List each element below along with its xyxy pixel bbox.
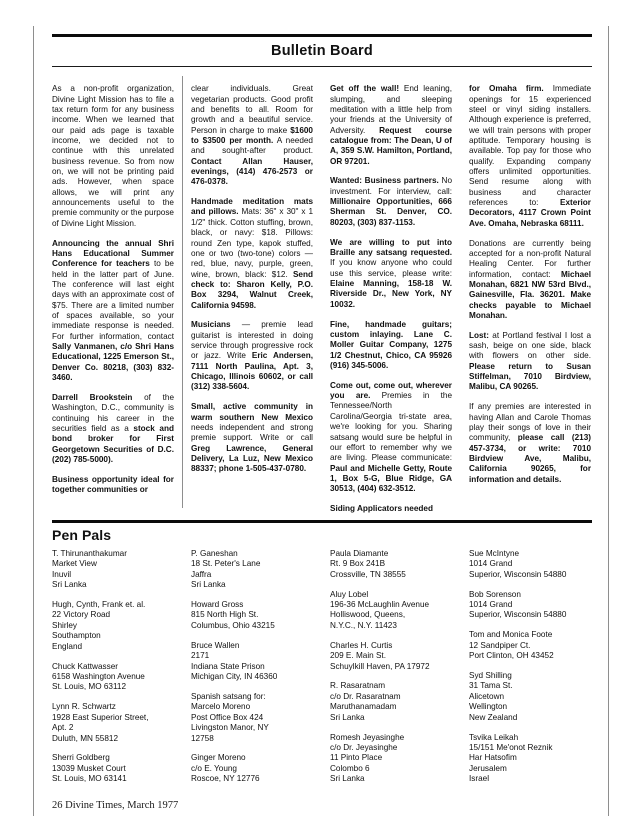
penpal-paula-diamante <box>330 549 452 580</box>
penpal-rasaratnam <box>330 681 452 723</box>
penpal-line: Shirley <box>52 620 78 630</box>
penpal-line: P. Ganeshan <box>191 548 238 558</box>
penpal-line: Alicetown <box>469 691 505 701</box>
penpal-line: Port Clinton, OH 43452 <box>469 651 554 661</box>
penpal-line: Maruthanamadam <box>330 702 397 712</box>
penpal-line: Schuylkill Haven, PA 17972 <box>330 661 430 671</box>
penpal-line: Chuck Kattwasser <box>52 661 118 671</box>
penpals-column-3 <box>330 549 452 794</box>
penpal-bruce-wallen <box>191 641 313 683</box>
masthead-bottom-rule <box>52 66 592 67</box>
penpal-line: Sri Lanka <box>330 774 365 784</box>
penpal-howard-gross <box>191 600 313 631</box>
penpals-column-4 <box>469 549 591 794</box>
penpal-line: c/o Dr. Jeyasinghe <box>330 743 398 752</box>
penpal-syd-shilling <box>469 671 591 723</box>
classifieds-column-4 <box>469 76 591 514</box>
penpal-line: Duluth, MN 55812 <box>52 733 118 743</box>
penpal-line: Livingston Manor, NY <box>191 723 269 733</box>
penpal-aluy-lobel <box>330 590 452 632</box>
penpal-lynn-schwartz <box>52 702 174 744</box>
penpal-line: Aluy Lobel <box>330 589 369 599</box>
penpal-line: Holliswood, Queens, <box>330 610 406 620</box>
penpal-line: Post Office Box 424 <box>191 712 264 722</box>
ad-braille-satsang: We are willing to put into Braille any satsang requested. If you know anyone who could use this service, please write: Elaine Manning, 158-18 W. Riverside Dr., New York, NY 10032. <box>330 237 452 309</box>
penpal-line: Superior, Wisconsin 54880 <box>469 610 567 620</box>
penpal-line: Inuvil <box>52 569 72 579</box>
penpal-line: Jerusalem <box>469 763 507 773</box>
penpal-line: Spanish satsang for: <box>191 691 266 701</box>
classifieds-column-1 <box>52 76 174 514</box>
penpal-ginger-moreno <box>191 753 313 784</box>
penpal-bob-sorenson <box>469 590 591 621</box>
ad-nonprofit-notice: As a non-profit organization, Divine Light Mission has to file a tax return form for any business income. When we learned that our paid ads page is taxable income, we decided not to continue with this unrelated business revenue. So from now on, we will not be printing paid ads. However, when space allows, we will print any announcements useful to the premie community or the purpose of Divine Light Mission. <box>52 84 174 228</box>
penpal-line: 1014 Grand <box>469 600 513 610</box>
ad-meditation-mats: Handmade meditation mats and pillows. Mats: 36" x 30" x 1 1/2" thick. Cotton stuffing, brown, black, or navy: $18. Pillows: round Zen type, kapok stuffed, one or two (two-tone) colors — red, blue, navy, purple, green, wine, brown, black: $12. Send check to: Sharon Kelly, P.O. Box 3294, Walnut Creek, California 94598. <box>191 197 313 310</box>
penpal-line: Bob Sorenson <box>469 589 521 599</box>
penpal-line: Sherri Goldberg <box>52 753 110 763</box>
penpal-line: Roscoe, NY 12776 <box>191 774 260 784</box>
penpal-line: Bruce Wallen <box>191 640 240 650</box>
penpal-line: Superior, Wisconsin 54880 <box>469 569 567 579</box>
penpal-line: Sri Lanka <box>330 712 365 722</box>
page-border-right <box>608 26 609 816</box>
ad-business-partners: Wanted: Business partners. No investment. For interview, call: Millionaire Opportunities, 666 Sherman St. Denver, CO. 80203, (303) 837-1153. <box>330 176 452 227</box>
penpal-line: Israel <box>469 774 490 784</box>
ad-siding-applicators: Siding Applicators needed <box>330 504 433 514</box>
penpal-chuck-kattwasser <box>52 662 174 693</box>
penpal-line: 209 E. Main St. <box>330 651 386 661</box>
penpal-line: 13039 Musket Court <box>52 763 126 773</box>
penpal-line: 18 St. Peter's Lane <box>191 559 261 569</box>
penpal-line: Crossville, TN 38555 <box>330 569 406 579</box>
penpals-columns <box>52 549 592 794</box>
penpal-line: Colombo 6 <box>330 763 370 773</box>
penpal-romesh-jeyasinghe <box>330 733 452 785</box>
penpal-line: Howard Gross <box>191 600 244 610</box>
penpals-column-1 <box>52 549 174 794</box>
penpal-line: 1014 Grand <box>469 559 513 569</box>
penpal-line: c/o Dr. Rasaratnam <box>330 691 401 701</box>
penpal-line: Tom and Monica Foote <box>469 630 553 640</box>
penpal-ganeshan <box>191 549 313 591</box>
penpal-sherri-goldberg <box>52 753 174 784</box>
penpal-line: Michigan City, IN 46360 <box>191 671 278 681</box>
ad-natural-healing-donations: Donations are currently being accepted for a non-profit Natural Healing Center. For further information, contact: Michael Monahan, 6821 NW 53rd Blvd., Gainesville, Fla. 36201. Make checks payable to Michael Monahan. <box>469 238 591 320</box>
penpal-line: Sri Lanka <box>52 580 87 590</box>
penpal-line: Lynn R. Schwartz <box>52 702 116 712</box>
ad-allan-carole-thomas: If any premies are interested in having Allan and Carole Thomas play their songs of love in their community, please call (213) 457-3734, or write: 7010 Birdview Ave, Malibu, California 90265, for information and details. <box>469 402 591 484</box>
ad-business-opportunity: Business opportunity ideal for together communities or <box>52 474 174 495</box>
penpal-line: Wellington <box>469 702 508 712</box>
penpal-line: Sue McIntyne <box>469 548 520 558</box>
penpal-line: 6158 Washington Avenue <box>52 671 145 681</box>
penpal-line: Market View <box>52 559 97 569</box>
penpal-line: 22 Victory Road <box>52 610 111 620</box>
penpal-line: Har Hatsofim <box>469 753 517 763</box>
penpal-line: Rt. 9 Box 241B <box>330 559 386 569</box>
penpal-line: Paula Diamante <box>330 548 389 558</box>
penpal-line: Jaffra <box>191 569 212 579</box>
penpal-line: New Zealand <box>469 712 518 722</box>
ad-shri-hans-summer-conference: Announcing the annual Shri Hans Educational Summer Conference for teachers to be held in the latter part of June. The conference will last eight days with an approximate cost of $75. There are a limited number of spaces available, so your immediate response is needed. For further information, contact Sally Vanmanen, c/o Shri Hans Educational, 1225 Emerson St., Denver Co. 80218, (303) 832-3460. <box>52 238 174 382</box>
penpal-line: Apt. 2 <box>52 723 74 733</box>
penpal-line: N.Y.C., N.Y. 11423 <box>330 620 397 630</box>
ad-new-mexico-community: Small, active community in warm southern New Mexico needs independent and strong premie support. Write or call Greg Lawrence, General Delivery, La Luz, New Mexico 88337; phone 1-505-437-0780. <box>191 402 313 474</box>
classifieds-columns <box>52 76 592 514</box>
penpal-line: Tsvika Leikah <box>469 732 519 742</box>
penpal-tsvika-leikah <box>469 733 591 785</box>
penpal-line: 12758 <box>191 733 214 743</box>
penpal-line: 2171 <box>191 651 210 661</box>
penpals-title: Pen Pals <box>52 526 112 543</box>
penpals-column-2 <box>191 549 313 794</box>
penpal-charles-curtis <box>330 641 452 672</box>
page-title: Bulletin Board <box>271 43 373 59</box>
penpal-line: c/o E. Young <box>191 763 237 773</box>
ad-get-off-the-wall: Get off the wall! End leaning, slumping, and sleeping meditation with a little help from your friends at the University of Adversity. Request course catalogue from: The Dean, U of A, 359 S.W. Hamilton, Portland, OR 97201. <box>330 84 452 166</box>
penpal-line: Ginger Moreno <box>191 753 246 763</box>
ad-omaha-siding-continued: for Omaha firm. Immediate openings for 15 experienced steel or vinyl siding installers. Although experience is preferred, we will train persons with proper aptitude. Temporary housing is available. Top pay for those who qualify. Expanding company offers unlimited opportunities. Send resume along with business and character references to: Exterior Decorators, 4117 Crown Point Ave. Omaha, Nebraska 68111. <box>469 84 591 228</box>
penpal-line: England <box>52 641 83 651</box>
penpal-marcelo-moreno <box>191 692 313 744</box>
ad-darrell-brookstein: Darrell Brookstein of the Washington, D.C., community is continuing his career in the securities field as a stock and bond broker for First Georgetown Securities of D.C. (202) 785-5000). <box>52 392 174 464</box>
penpal-line: 31 Tama St. <box>469 681 513 691</box>
ad-musicians: Musicians — premie lead guitarist is interested in doing service through progressive rock or jazz. Write Eric Andersen, 7111 North Paulina, Apt. 3, Chicago, Illinois 60602, or call (312) 338-5604. <box>191 320 313 392</box>
ad-come-out-tri-state: Come out, come out, wherever you are. Premies in the Tennessee/North Carolina/Georgia tri-state area, we're looking for you. Sharing satsang would sure be helpful in our effort to remember why we are living. Please communicate: Paul and Michelle Getty, Route 1, Box 5-G, Blue Ridge, GA 30513, (404) 632-3512. <box>330 380 453 494</box>
penpal-tom-monica-foote <box>469 630 591 661</box>
ad-vegetarian-continued: clear individuals. Great vegetarian products. Good profit and benefits to all. Room for growth and a beautiful service. Person in charge to make $1600 to $3500 per month. A needed and sought-after product. Contact Allan Hauser, evenings, (414) 476-2573 or 476-0378. <box>191 84 313 187</box>
penpal-sue-mcintyne <box>469 549 591 580</box>
page-content <box>52 34 592 794</box>
penpal-line: 11 Pinto Place <box>330 753 383 763</box>
penpal-line: R. Rasaratnam <box>330 681 386 691</box>
classifieds-column-3 <box>330 76 452 514</box>
penpal-line: St. Louis, MO 63141 <box>52 774 127 784</box>
penpal-line: Charles H. Curtis <box>330 640 393 650</box>
penpal-line: Southampton <box>52 631 101 641</box>
penpal-line: Syd Shilling <box>469 671 512 681</box>
penpal-line: 1928 East Superior Street, <box>52 712 149 722</box>
penpal-line: 12 Sandpiper Ct. <box>469 640 531 650</box>
penpal-line: Indiana State Prison <box>191 661 265 671</box>
penpal-line: Columbus, Ohio 43215 <box>191 620 275 630</box>
penpal-line: Romesh Jeyasinghe <box>330 732 405 742</box>
penpal-line: 15/151 Me'onot Reznik <box>469 743 553 752</box>
penpal-line: 815 North High St. <box>191 610 259 620</box>
penpal-line: Hugh, Cynth, Frank et. al. <box>52 600 146 610</box>
penpal-line: St. Louis, MO 63112 <box>52 682 127 692</box>
page-footer: 26 Divine Times, March 1977 <box>52 800 179 811</box>
ad-lost-sash: Lost: at Portland festival I lost a sash, beige on one side, black with flowers on other side. Please return to Susan Stiffelman, 7010 Birdview, Malibu, CA 90265. <box>469 330 591 392</box>
page-border-left <box>33 26 34 816</box>
classifieds-column-2 <box>191 76 313 514</box>
ad-handmade-guitars: Fine, handmade guitars; custom inlaying. Lane C. Moller Guitar Company, 1275 1/2 Chestnut, Chico, CA 95926 (916) 345-5006. <box>330 319 452 370</box>
penpal-hugh-cynth-frank <box>52 600 174 652</box>
penpal-line: T. Thirunanthakumar <box>52 548 127 558</box>
penpal-line: Sri Lanka <box>191 580 226 590</box>
penpal-thirunanthakumar <box>52 549 174 591</box>
penpal-line: 196-36 McLaughlin Avenue <box>330 600 430 610</box>
penpal-line: Marcelo Moreno <box>191 702 251 712</box>
